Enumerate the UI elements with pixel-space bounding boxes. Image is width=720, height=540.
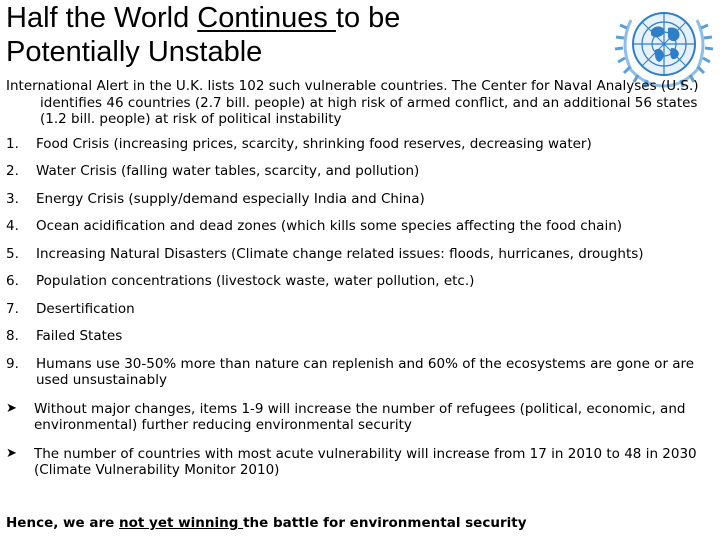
- arrow-bullet-item: [6, 446, 714, 479]
- list-item-text: Energy Crisis (supply/demand especially India and China): [36, 190, 425, 207]
- list-item-text: Food Crisis (increasing prices, scarcity, shrinking food reserves, decreasing water): [36, 135, 592, 152]
- list-item-number: 2.: [6, 163, 19, 179]
- list-item-number: 3.: [6, 190, 19, 207]
- arrowhead-bullet-icon: ➤: [6, 445, 17, 461]
- numbered-list: [6, 136, 714, 389]
- list-item: [6, 218, 714, 235]
- list-item-number: 6.: [6, 273, 19, 289]
- list-item-text: Desertification: [36, 300, 135, 317]
- list-item-text: Failed States: [36, 328, 123, 344]
- title-line2: Potentially Unstable: [6, 36, 263, 68]
- list-item: [6, 163, 714, 180]
- page-title: [6, 1, 616, 69]
- list-item: [6, 273, 714, 290]
- title-part1: Half the World: [6, 2, 198, 34]
- list-item: [6, 328, 714, 345]
- list-item-number: 8.: [6, 328, 19, 344]
- conclusion-line: [6, 515, 714, 531]
- conclusion-part2: the battle for environmental security: [243, 515, 527, 531]
- arrow-bullet-item: [6, 401, 714, 434]
- list-item-text: Humans use 30-50% more than nature can replenish and 60% of the ecosystems are gone or are used unsustainably: [36, 355, 695, 388]
- list-item-text: Ocean acidification and dead zones (which kills some species affecting the food chain): [36, 218, 623, 234]
- list-item-number: 5.: [6, 245, 19, 262]
- conclusion-part1: Hence, we are: [6, 515, 120, 531]
- intro-paragraph: International Alert in the U.K. lists 102 such vulnerable countries. The Center for Naval Analyses (U.S.) identifies 46 countries (2.7 bill. people) at high risk of armed conflict, and an additional 56 states (1.2 bill. people) at risk of political instability: [6, 78, 699, 127]
- arrowhead-bullet-icon: ➤: [6, 400, 17, 416]
- list-item: [6, 301, 714, 318]
- list-item-text: Population concentrations (livestock waste, water pollution, etc.): [36, 273, 475, 289]
- slide-body: [6, 78, 714, 479]
- list-item: [6, 246, 714, 263]
- list-item: [6, 136, 714, 153]
- arrow-bullet-text: The number of countries with most acute vulnerability will increase from 17 in 2010 to 48 in 2030 (Climate Vulnerability Monitor 2010): [34, 445, 697, 478]
- list-item-text: Water Crisis (falling water tables, scarcity, and pollution): [36, 163, 420, 179]
- title-underlined-word: Continues: [197, 2, 336, 34]
- arrow-bullet-text: Without major changes, items 1-9 will increase the number of refugees (political, economic, and environmental) further reducing environmental security: [34, 400, 686, 433]
- list-item-text: Increasing Natural Disasters (Climate change related issues: floods, hurricanes, droughts): [36, 245, 644, 262]
- list-item: [6, 356, 714, 389]
- list-item-number: 4.: [6, 218, 19, 234]
- conclusion-underlined: not yet winning: [119, 515, 244, 531]
- un-emblem-logo: [611, 0, 717, 90]
- list-item-number: 7.: [6, 300, 19, 317]
- title-part2: to be: [335, 2, 401, 34]
- list-item-number: 1.: [6, 135, 19, 152]
- list-item-number: 9.: [6, 355, 19, 372]
- list-item: [6, 191, 714, 208]
